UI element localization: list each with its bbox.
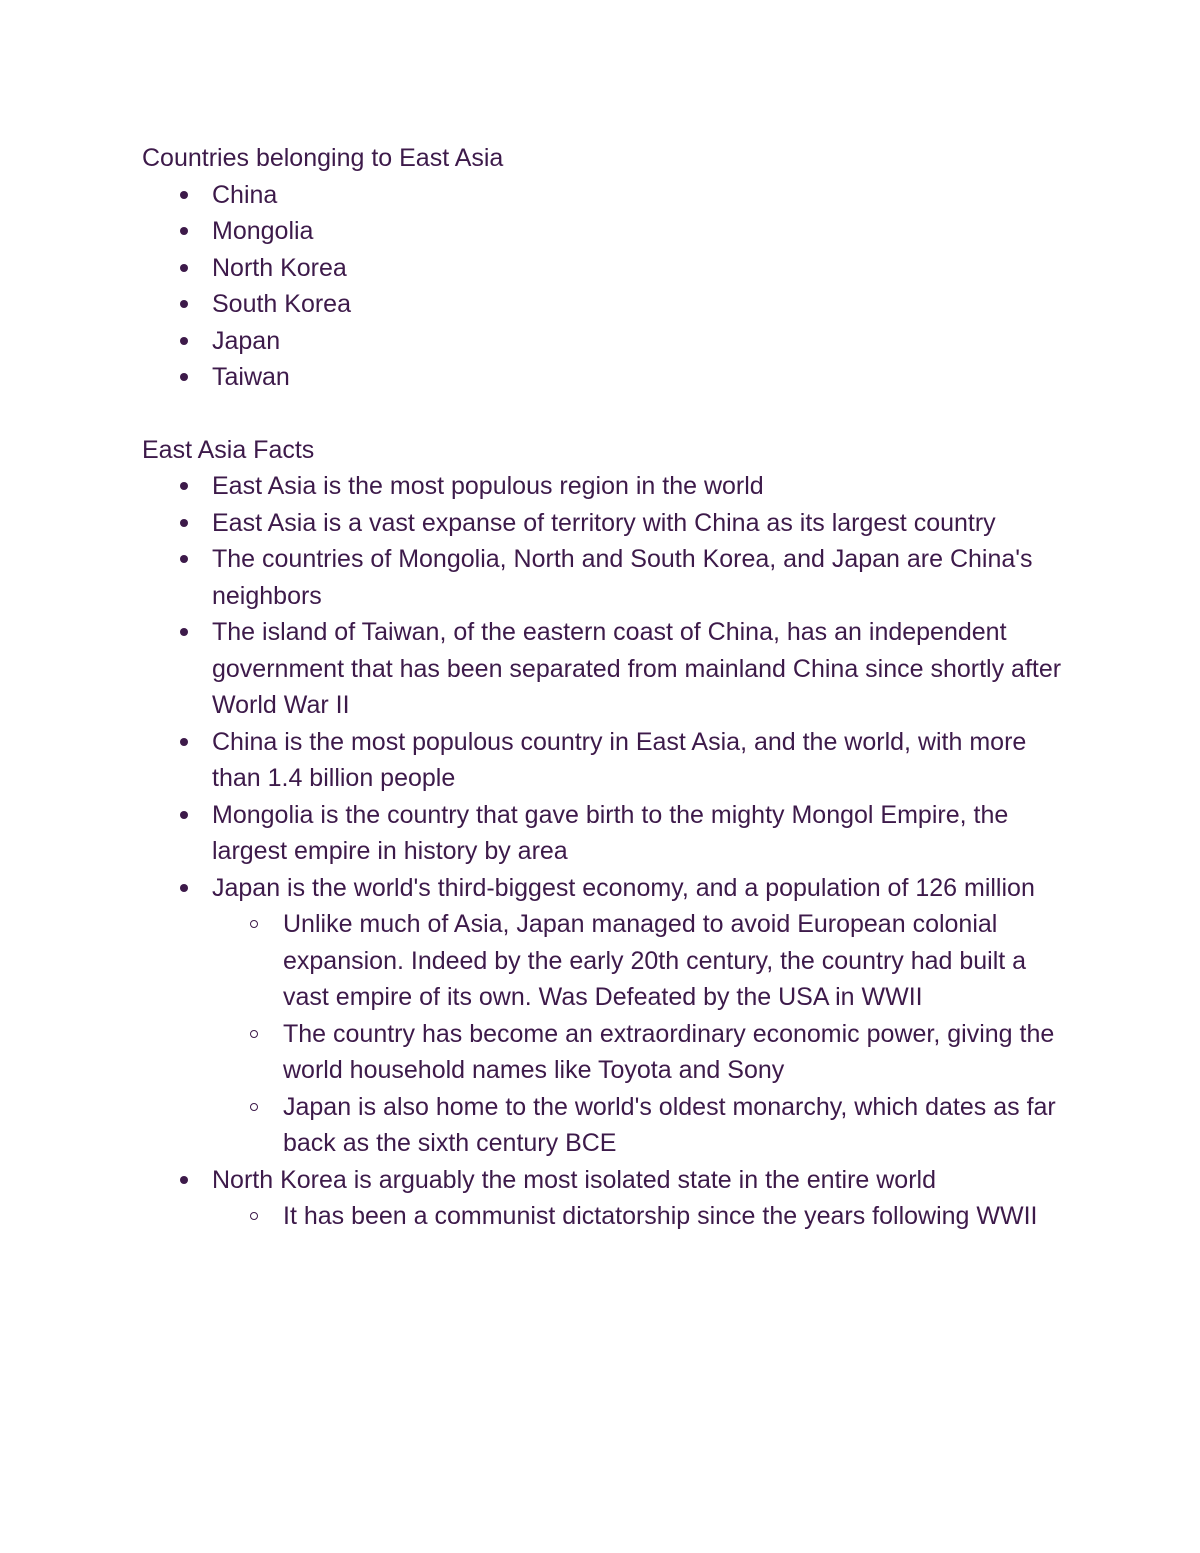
list-item-north-korea xyxy=(142,250,1062,287)
section-spacer xyxy=(142,396,1062,432)
sub-fact-item xyxy=(212,1016,1062,1089)
bullet-icon xyxy=(180,884,188,892)
list-item-taiwan xyxy=(142,359,1062,396)
sub-fact-item xyxy=(212,1089,1062,1162)
fact-item xyxy=(142,468,1062,505)
bullet-icon xyxy=(180,555,188,563)
countries-heading: Countries belonging to East Asia xyxy=(142,144,504,172)
list-item-china xyxy=(142,177,1062,214)
hollow-bullet-icon xyxy=(250,1103,258,1111)
bullet-icon xyxy=(180,519,188,527)
hollow-bullet-icon xyxy=(250,920,258,928)
fact-item xyxy=(142,541,1062,614)
list-item-mongolia xyxy=(142,213,1062,250)
fact-item xyxy=(142,614,1062,724)
bullet-icon xyxy=(180,191,188,199)
bullet-icon xyxy=(180,738,188,746)
fact-text: Mongolia is the country that gave birth to the mighty Mongol Empire, the largest empire in history by area xyxy=(212,800,1009,865)
list-item-text: Mongolia xyxy=(212,217,314,245)
bullet-icon xyxy=(180,482,188,490)
bullet-icon xyxy=(180,811,188,819)
bullet-icon xyxy=(180,227,188,235)
facts-list xyxy=(142,468,1062,1235)
fact-text: Japan is the world's third-biggest economy, and a population of 126 million xyxy=(212,873,1035,902)
bullet-icon xyxy=(180,1176,188,1184)
bullet-icon xyxy=(180,264,188,272)
list-item-text: China xyxy=(212,180,278,209)
sub-list-north-korea xyxy=(212,1198,1062,1235)
sub-fact-item xyxy=(212,906,1062,1016)
sub-fact-item xyxy=(212,1198,1062,1235)
fact-text: East Asia is the most populous region in the world xyxy=(212,472,764,500)
document-page xyxy=(142,140,1062,1235)
list-item-text: Japan xyxy=(212,326,281,355)
fact-item xyxy=(142,797,1062,870)
bullet-icon xyxy=(180,628,188,636)
list-item-south-korea xyxy=(142,286,1062,323)
list-item-text: South Korea xyxy=(212,290,351,318)
sub-list-japan xyxy=(212,906,1062,1162)
list-item-text: North Korea xyxy=(212,253,347,282)
fact-text: China is the most populous country in East Asia, and the world, with more than 1.4 billion people xyxy=(212,727,1027,792)
fact-text: The island of Taiwan, of the eastern coast of China, has an independent government that has been separated from mainland China since shortly after World War II xyxy=(212,618,1062,719)
fact-text: The countries of Mongolia, North and South Korea, and Japan are China's neighbors xyxy=(212,545,1033,610)
facts-heading: East Asia Facts xyxy=(142,435,315,464)
sub-fact-text: Japan is also home to the world's oldest monarchy, which dates as far back as the sixth century BCE xyxy=(283,1092,1056,1157)
sub-fact-text: The country has become an extraordinary economic power, giving the world household names like Toyota and Sony xyxy=(283,1019,1055,1084)
bullet-icon xyxy=(180,300,188,308)
fact-text: East Asia is a vast expanse of territory with China as its largest country xyxy=(212,508,996,537)
bullet-icon xyxy=(180,373,188,381)
fact-item xyxy=(142,870,1062,1162)
fact-text: North Korea is arguably the most isolated state in the entire world xyxy=(212,1165,936,1194)
countries-list xyxy=(142,177,1062,396)
list-item-japan xyxy=(142,323,1062,360)
list-item-text: Taiwan xyxy=(212,363,290,391)
fact-item xyxy=(142,505,1062,542)
hollow-bullet-icon xyxy=(250,1030,258,1038)
sub-fact-text: Unlike much of Asia, Japan managed to avoid European colonial expansion. Indeed by the early 20th century, the country had built a vast empire of its own. Was Defeated by the USA in WWII xyxy=(283,910,1027,1011)
fact-item xyxy=(142,724,1062,797)
sub-fact-text: It has been a communist dictatorship since the years following WWII xyxy=(283,1202,1038,1230)
hollow-bullet-icon xyxy=(250,1212,258,1220)
fact-item xyxy=(142,1162,1062,1235)
bullet-icon xyxy=(180,337,188,345)
